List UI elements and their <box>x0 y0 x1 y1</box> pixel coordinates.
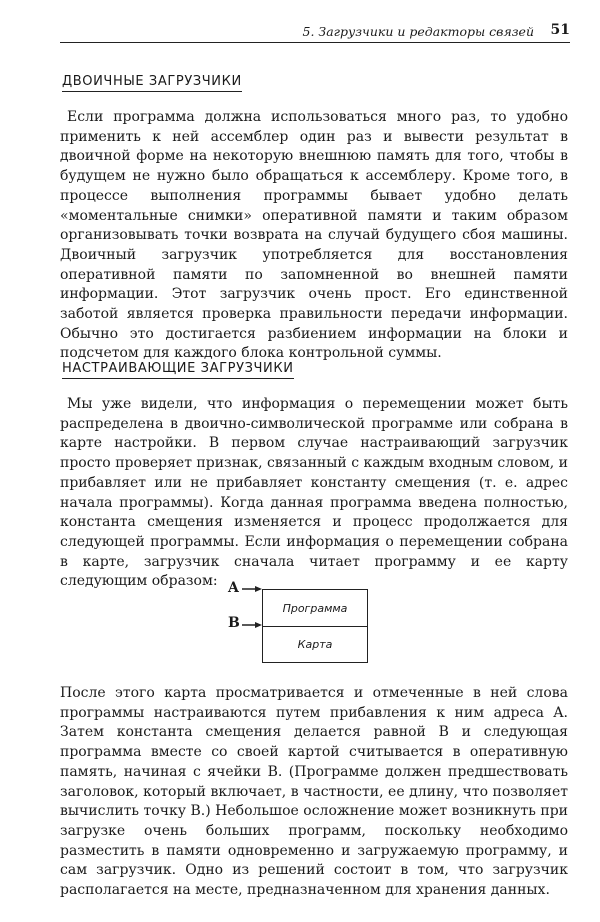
memory-layout-diagram <box>228 580 380 673</box>
page-number: 51 <box>550 22 570 38</box>
paragraph-relocating-loaders: Мы уже видели, что информация о перемещении может быть распределена в двоично-символической программе или собрана в карте настройки. В первом случае настраивающий загрузчик просто проверяет признак, связанный с каждым входным словом, и прибавляет или не прибавляет константу смещения (т. е. адрес начала программы). Когда данная программа введена полностью, константа смещения изменяется и процесс продолжается для следующей программы. Если информация о перемещении собрана в карте, загрузчик сначала читает программу и ее карту следующим образом: <box>60 396 568 590</box>
arrow-a-icon <box>242 586 262 592</box>
running-title: 5. Загрузчики и редакторы связей <box>302 24 534 39</box>
block-divider <box>263 626 367 627</box>
running-header <box>60 20 570 43</box>
memory-block <box>262 589 368 663</box>
section-heading-binary-loaders: ДВОИЧНЫЕ ЗАГРУЗЧИКИ <box>62 74 242 92</box>
arrow-b-icon <box>242 622 262 628</box>
cell-map: Карта <box>297 638 333 651</box>
paragraph-after-diagram: После этого карта просматривается и отмеченные в ней слова программы настраиваются путем прибавления к ним адреса A. Затем константа смещения делается равной B и следующая программа вместе со своей картой считывается в оперативную память, начиная с ячейки B. (Программе должен предшествовать заголовок, который включает, в частности, ее длину, что позволяет вычислить точку B.) Небольшое осложнение может возникнуть при загрузке очень больших программ, поскольку необходимо разместить в памяти одновременно и загружаемую программу, и сам загрузчик. Одно из решений состоит в том, что загрузчик располагается на месте, предназначенном для хранения данных. <box>60 685 568 899</box>
paragraph-binary-loaders: Если программа должна использоваться много раз, то удобно применить к ней ассемблер один раз и вывести результат в двоичной форме на некоторую внешнюю память для того, чтобы в будущем не нужно было обращаться к ассемблеру. Кроме того, в процессе выполнения программы бывает удобно делать «моментальные снимки» оперативной памяти и таким образом организовывать точки возврата на случай будущего сбоя машины. Двоичный загрузчик употребляется для восстановления оперативной памяти по запомненной во внешней памяти информации. Этот загрузчик очень прост. Его единственной заботой является проверка правильности передачи информации. Обычно это достигается разбиением информации на блоки и подсчетом для каждого блока контрольной суммы. <box>60 109 568 362</box>
label-a: A <box>228 580 239 596</box>
label-b: B <box>228 615 240 631</box>
section-heading-relocating-loaders: НАСТРАИВАЮЩИЕ ЗАГРУЗЧИКИ <box>62 361 294 379</box>
cell-program: Программа <box>282 602 348 615</box>
book-page <box>60 20 570 899</box>
